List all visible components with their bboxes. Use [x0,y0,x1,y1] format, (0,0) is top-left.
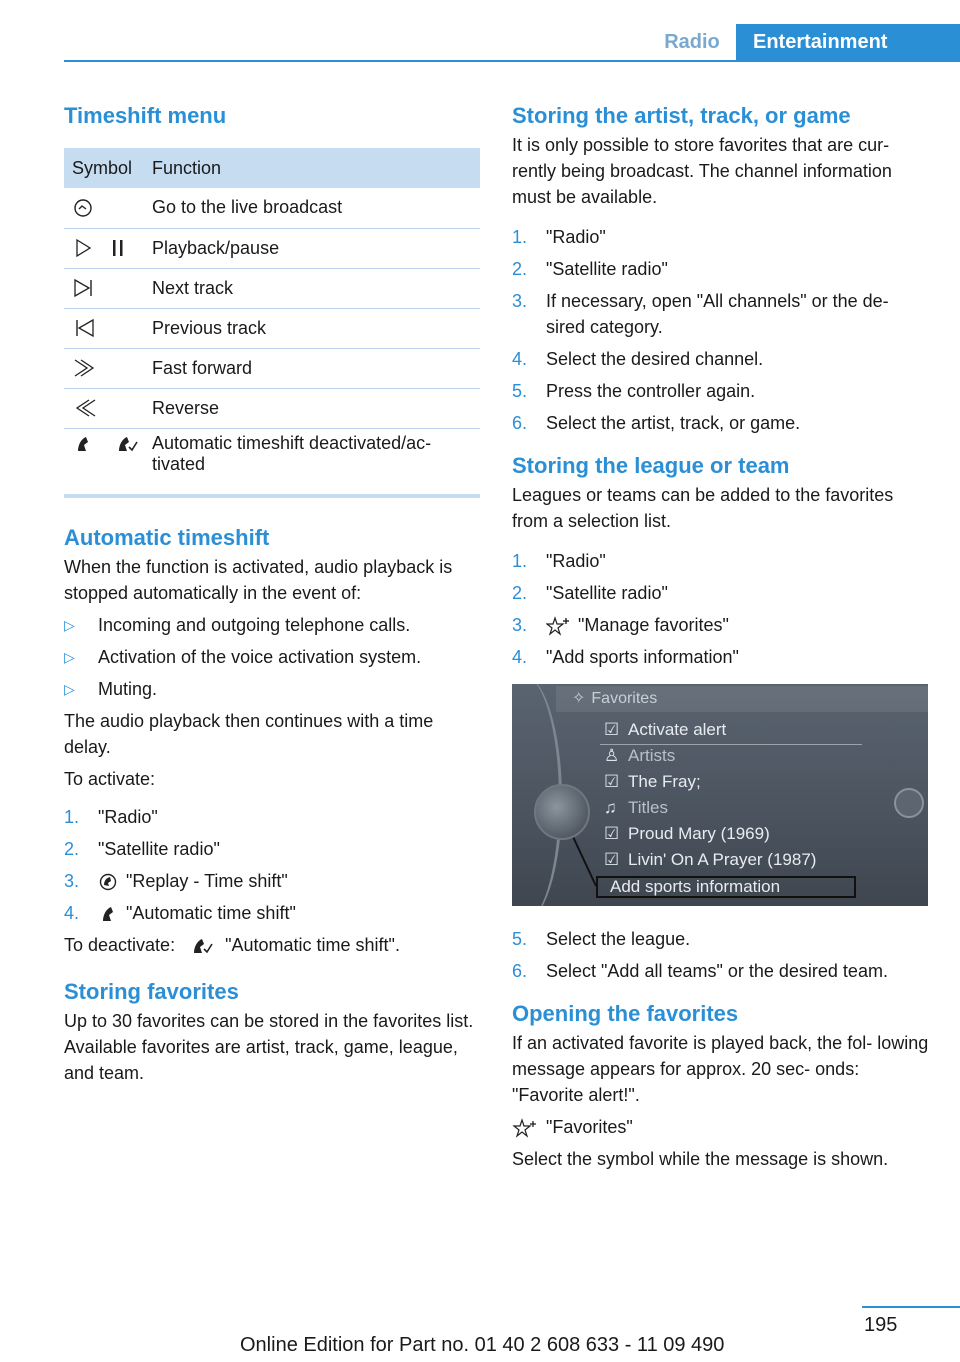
list-item: 2. "Satellite radio" [512,583,668,603]
store-steps [512,224,930,436]
next-track-icon [72,277,96,299]
screen-selected-item: Add sports information [596,876,856,898]
symbol-column-header: Symbol [64,148,144,188]
timeshift-menu-title: Timeshift menu [64,103,227,128]
list-item: 6. Select "Add all teams" or the desired team. [512,961,888,981]
league-steps-continued [512,926,930,984]
list-item: 3. "Manage favorites" [512,615,729,635]
automatic-timeshift-intro: When the function is activated, audio playback is stopped automatically in the event of: [64,557,453,603]
timeshift-deactivated-icon [72,433,94,455]
function-cell: Next track [144,268,480,308]
screen-list-item: ☑ Livin' On A Prayer (1987) [604,850,817,869]
screen-list-item: ♙ Artists [604,746,676,765]
storing-artist-text: It is only possible to store favorites that are cur‐ rently being broadcast. The channel information must be available. [512,135,892,207]
list-item: 1. "Radio" [512,227,606,247]
automatic-timeshift-bullets [64,612,480,702]
list-item: 5. Select the league. [512,929,691,949]
check-icon: ☑ [604,824,620,843]
list-item: 2. "Satellite radio" [512,259,668,279]
storing-favorites-title: Storing favorites [64,979,239,1004]
storing-league-text: Leagues or teams can be added to the favorites from a selection list. [512,485,894,531]
list-item: ▷ Muting. [64,676,480,702]
screen-list-item: ☑ The Fray; [604,772,701,791]
storing-favorites-text: Up to 30 favorites can be stored in the favorites list. Available favorites are artist, track, game, league, and team. [64,1011,474,1083]
list-item: 5. Press the controller again. [512,381,756,401]
screen-list-item: ☑ Activate alert [604,720,727,739]
list-item: 4. Select the desired channel. [512,349,764,369]
list-item: 2. "Satellite radio" [64,839,220,859]
table-row [64,268,480,308]
timeshift-deactivated-icon [98,904,118,924]
table-row [64,188,480,228]
list-item: ▷ Incoming and outgoing telephone calls. [64,612,480,638]
list-item: ▷ Activation of the voice activation system. [64,644,480,670]
table-header-row [64,148,480,188]
timeshift-activated-icon [115,433,139,455]
storing-artist-title: Storing the artist, track, or game [512,103,851,128]
left-column [64,100,480,1086]
page-header [0,0,960,64]
edition-line: Online Edition for Part no. 01 40 2 608 633 - 11 09 490 [240,1334,725,1356]
function-cell: Automatic timeshift deactivated/ac‐ tivated [144,428,480,496]
controller-knob [534,784,590,840]
page-number: 195 [864,1314,898,1336]
automatic-timeshift-title: Automatic timeshift [64,525,270,550]
league-steps [512,548,930,670]
play-icon [72,237,94,259]
opening-favorites-final: Select the symbol while the message is shown. [512,1149,889,1169]
reverse-icon [72,397,98,419]
bullet-triangle-icon: ▷ [64,649,75,665]
fast-forward-icon [72,357,98,379]
timeshift-activated-icon [190,936,214,956]
pause-icon [107,237,129,259]
storing-league-title: Storing the league or team [512,453,790,478]
list-item: 3. "Replay - Time shift" [64,871,288,891]
table-row [64,388,480,428]
function-cell: Go to the live broadcast [144,188,480,228]
opening-favorites-text: If an activated favorite is played back, the fol‐ lowing message appears for approx. 20 sec‐ onds: "Favorite alert!". [512,1033,929,1105]
list-item: 1. "Radio" [512,551,606,571]
playback-delay-text: The audio playback then continues with a time delay. [64,711,434,757]
opening-favorites-title: Opening the favorites [512,1001,739,1026]
check-icon: ☑ [604,850,620,869]
music-note-icon: ♫ [604,798,617,817]
header-rule [64,60,960,62]
favorites-screen-illustration [512,684,928,906]
bullet-triangle-icon: ▷ [64,617,75,633]
page-footer [0,1300,960,1362]
screen-side-knob [894,788,924,818]
timeshift-symbol-table [64,148,480,498]
table-row [64,228,480,268]
section-tab-radio: Radio [664,31,720,53]
favorites-symbol-line: "Favorites" [512,1114,930,1140]
chapter-tab-entertainment: Entertainment [736,24,960,62]
table-row [64,348,480,388]
list-item: 1. "Radio" [64,807,158,827]
check-icon: ☑ [604,720,620,739]
list-item: 4. "Automatic time shift" [64,903,296,923]
previous-track-icon [72,317,96,339]
favorites-screen-icon: ✧ [572,690,586,707]
function-cell: Playback/pause [144,228,480,268]
check-icon: ☑ [604,772,620,791]
to-activate-label: To activate: [64,769,156,789]
screen-list-item: ☑ Proud Mary (1969) [604,824,770,843]
list-item: 6. Select the artist, track, or game. [512,413,801,433]
to-deactivate-text: To deactivate: "Automatic time shift". [64,935,400,955]
list-item: 3. If necessary, open "All channels" or the de‐ sired category. [512,291,889,337]
activate-steps [64,804,480,926]
favorites-star-plus-icon [546,616,570,636]
list-item: 4. "Add sports information" [512,647,739,667]
footer-rule [862,1306,960,1308]
function-column-header: Function [144,148,480,188]
replay-icon [98,872,118,892]
function-cell: Fast forward [144,348,480,388]
function-cell: Previous track [144,308,480,348]
right-column [512,100,930,1172]
table-row [64,428,480,496]
table-row [64,308,480,348]
function-cell: Reverse [144,388,480,428]
favorites-star-icon [512,1118,538,1138]
bullet-triangle-icon: ▷ [64,681,75,697]
screen-title: ✧ Favorites [572,690,658,707]
live-broadcast-icon [72,197,94,219]
screen-list-item: ♫ Titles [604,798,668,817]
artist-icon: ♙ [604,746,620,765]
